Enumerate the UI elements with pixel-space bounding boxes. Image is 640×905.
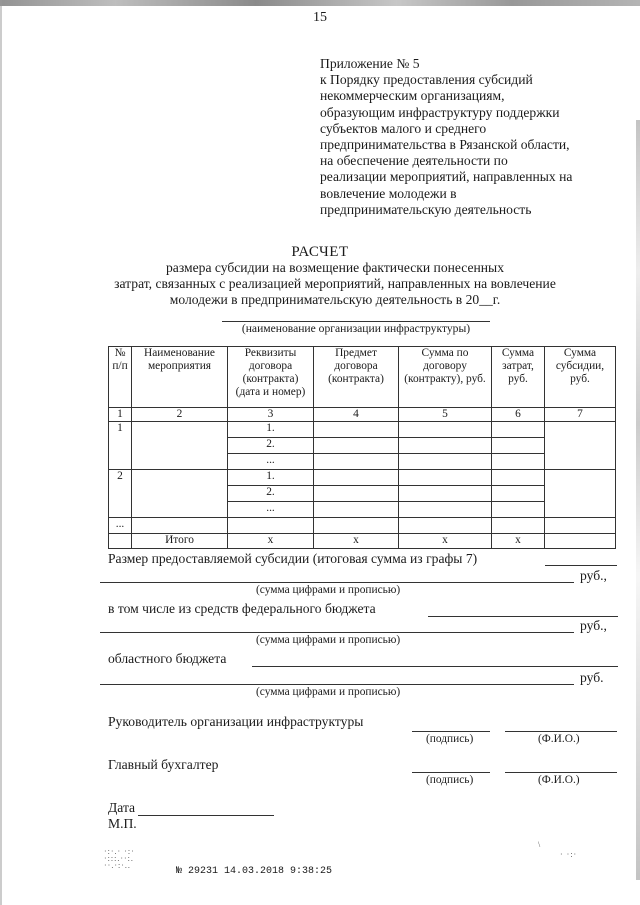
table-cell	[109, 534, 132, 549]
header-cell: Наименование мероприятия	[132, 347, 228, 408]
subsidy-amount-line[interactable]	[100, 582, 574, 583]
column-number: 6	[492, 408, 545, 422]
column-number-row	[109, 408, 616, 422]
total-row	[109, 534, 616, 549]
appendix-line: некоммерческим организациям,	[320, 88, 505, 104]
registration-stamp: № 29231 14.03.2018 9:38:25	[176, 866, 333, 877]
appendix-line: вовлечение молодежи в	[320, 185, 457, 201]
table-cell[interactable]	[314, 470, 399, 486]
appendix-line: реализации мероприятий, направленных на	[320, 169, 573, 185]
federal-amount-line[interactable]	[100, 632, 574, 633]
subtitle-line: молодежи в предпринимательскую деятельность в 20__г.	[169, 292, 501, 308]
table-cell[interactable]	[399, 422, 492, 438]
subsidy-cell[interactable]	[545, 422, 616, 470]
sum-hint: (сумма цифрами и прописью)	[256, 634, 401, 646]
accountant-fio-line[interactable]	[505, 772, 617, 773]
federal-budget-label: в том числе из средств федерального бюджета	[108, 601, 376, 616]
total-mark: x	[492, 534, 545, 549]
appendix-header	[320, 56, 620, 218]
table-row	[109, 518, 616, 534]
column-number: 2	[132, 408, 228, 422]
head-label: Руководитель организации инфраструктуры	[108, 714, 364, 729]
scan-noise: \	[538, 840, 542, 849]
rub-label: руб.	[580, 670, 604, 685]
header-cell: № п/п	[109, 347, 132, 408]
appendix-line: предпринимательства в Рязанской области,	[320, 137, 570, 153]
table-cell[interactable]	[314, 486, 399, 502]
header-cell: Предмет договора (контракта)	[314, 347, 399, 408]
table-cell[interactable]	[314, 502, 399, 518]
date-label: Дата	[108, 800, 136, 815]
scan-edge-left	[0, 0, 2, 905]
contract-item: 2.	[228, 486, 314, 502]
head-fio-line[interactable]	[505, 731, 617, 732]
contract-item: ...	[228, 502, 314, 518]
subsidy-cell[interactable]	[545, 470, 616, 518]
sum-hint: (сумма цифрами и прописью)	[256, 686, 401, 698]
table-row	[109, 422, 616, 438]
total-mark: x	[228, 534, 314, 549]
scan-edge-top	[0, 0, 640, 6]
header-cell: Реквизиты договора (контракта) (дата и номер)	[228, 347, 314, 408]
appendix-line: Приложение № 5	[320, 56, 420, 71]
row-number: ...	[109, 518, 132, 534]
column-number: 5	[399, 408, 492, 422]
regional-budget-label: областного бюджета	[108, 651, 227, 666]
column-number: 4	[314, 408, 399, 422]
sum-hint: (сумма цифрами и прописью)	[256, 584, 401, 596]
signature-hint: (подпись)	[426, 733, 474, 745]
table-cell[interactable]	[132, 518, 228, 534]
column-number: 3	[228, 408, 314, 422]
rub-label: руб.,	[580, 618, 607, 633]
rub-label: руб.,	[580, 568, 607, 583]
table-cell[interactable]	[399, 518, 492, 534]
seal-label: М.П.	[108, 816, 137, 831]
document-subtitle	[100, 260, 570, 309]
fio-hint: (Ф.И.О.)	[538, 774, 580, 786]
appendix-line: к Порядку предоставления субсидий	[320, 72, 533, 88]
scan-noise: · ·:·	[560, 850, 578, 859]
column-number: 7	[545, 408, 616, 422]
table-cell[interactable]	[314, 518, 399, 534]
header-cell: Сумма затрат, руб.	[492, 347, 545, 408]
appendix-line: на обеспечение деятельности по	[320, 153, 508, 169]
signature-hint: (подпись)	[426, 774, 474, 786]
appendix-line: образующим инфраструктуру поддержки	[320, 104, 560, 120]
scan-noise: ·:·.· ·:· ·:::.··:. ··.·:·..	[104, 847, 135, 870]
table-cell[interactable]	[314, 422, 399, 438]
page-number: 15	[313, 10, 327, 25]
table-cell[interactable]	[228, 518, 314, 534]
table-cell[interactable]	[314, 438, 399, 454]
table-cell[interactable]	[399, 502, 492, 518]
accountant-label: Главный бухгалтер	[108, 757, 219, 772]
subtitle-line: размера субсидии на возмещение фактически понесенных	[166, 260, 504, 275]
appendix-line: субъектов малого и среднего	[320, 120, 487, 136]
table-cell[interactable]	[545, 518, 616, 534]
head-signature-line[interactable]	[412, 731, 490, 732]
fio-hint: (Ф.И.О.)	[538, 733, 580, 745]
contract-item: ...	[228, 454, 314, 470]
contract-item: 1.	[228, 422, 314, 438]
accountant-signature-line[interactable]	[412, 772, 490, 773]
subtitle-line: затрат, связанных с реализацией мероприятий, направленных на вовлечение	[114, 276, 556, 292]
regional-budget-line[interactable]	[252, 666, 618, 667]
table-cell[interactable]	[399, 470, 492, 486]
table-cell[interactable]	[314, 454, 399, 470]
federal-budget-line[interactable]	[428, 616, 618, 617]
org-name-label: (наименование организации инфраструктуры)	[241, 322, 471, 335]
event-name-cell[interactable]	[132, 470, 228, 518]
table-cell[interactable]	[492, 454, 545, 470]
appendix-line: предпринимательскую деятельность	[320, 201, 532, 217]
table-cell[interactable]	[492, 422, 545, 438]
table-cell[interactable]	[399, 454, 492, 470]
table-cell[interactable]	[399, 486, 492, 502]
total-subsidy-cell[interactable]	[545, 534, 616, 549]
column-number: 1	[109, 408, 132, 422]
total-mark: x	[399, 534, 492, 549]
event-name-cell[interactable]	[132, 422, 228, 470]
total-mark: x	[314, 534, 399, 549]
subsidy-size-line[interactable]	[545, 565, 617, 566]
table-cell[interactable]	[492, 470, 545, 486]
scan-edge-right	[636, 120, 640, 880]
calculation-table	[108, 346, 616, 549]
subsidy-size-label: Размер предоставляемой субсидии (итоговая сумма из графы 7)	[108, 551, 478, 566]
date-line[interactable]	[138, 815, 274, 816]
total-label: Итого	[132, 534, 228, 549]
table-cell[interactable]	[399, 438, 492, 454]
document-title: РАСЧЕТ	[291, 244, 349, 260]
row-number: 2	[109, 470, 132, 518]
table-header-row	[109, 347, 616, 408]
header-cell: Сумма субсидии, руб.	[545, 347, 616, 408]
contract-item: 2.	[228, 438, 314, 454]
table-cell[interactable]	[492, 502, 545, 518]
regional-amount-line[interactable]	[100, 684, 574, 685]
table-cell[interactable]	[492, 438, 545, 454]
row-number: 1	[109, 422, 132, 470]
table-row	[109, 470, 616, 486]
table-cell[interactable]	[492, 518, 545, 534]
contract-item: 1.	[228, 470, 314, 486]
table-cell[interactable]	[492, 486, 545, 502]
header-cell: Сумма по договору (контракту), руб.	[399, 347, 492, 408]
